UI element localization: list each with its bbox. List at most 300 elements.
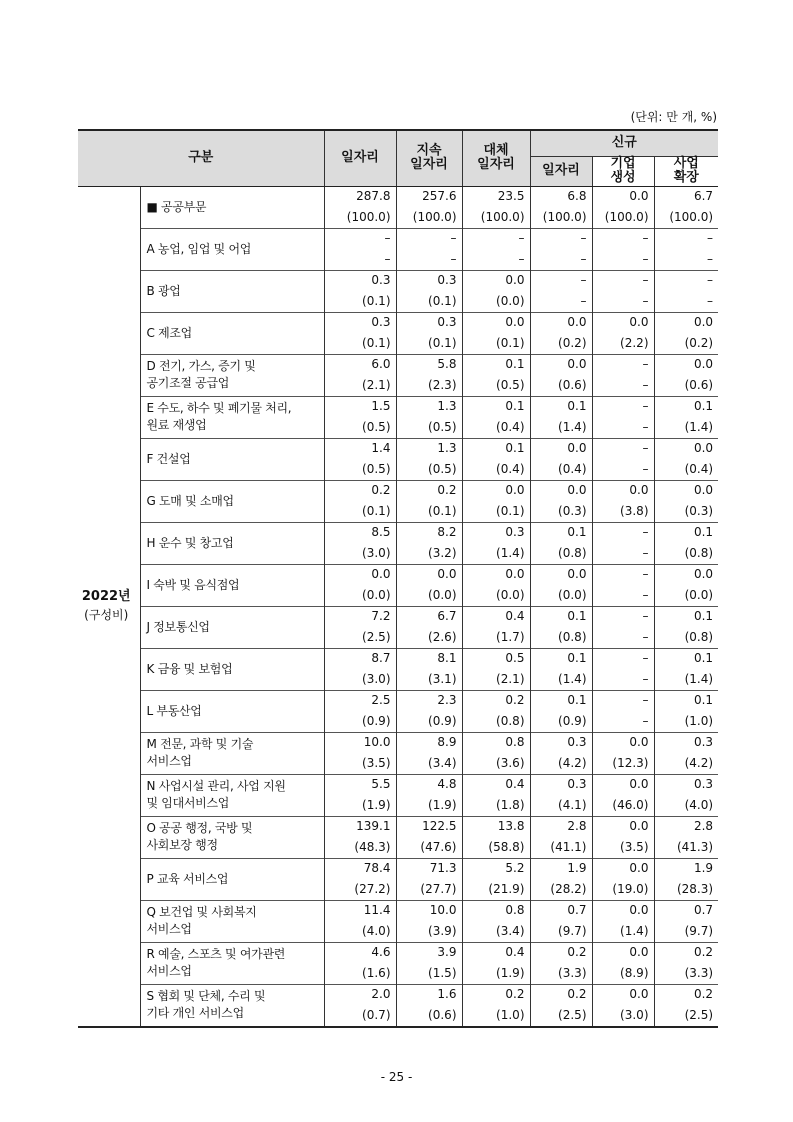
- header-business-expansion: [654, 156, 718, 186]
- value-cell: –: [592, 438, 654, 459]
- industry-name-line1: I 숙박 및 음식점업: [146, 577, 240, 592]
- share-cell: (2.5): [324, 627, 396, 648]
- value-cell: 0.2: [654, 984, 718, 1005]
- value-cell: 0.1: [462, 438, 530, 459]
- table-row: [78, 774, 718, 795]
- value-cell: 0.0: [654, 354, 718, 375]
- value-cell: 0.1: [462, 396, 530, 417]
- share-cell: –: [592, 669, 654, 690]
- value-cell: 0.0: [592, 858, 654, 879]
- table-row: [78, 522, 718, 543]
- value-cell: 0.0: [462, 564, 530, 585]
- value-cell: 0.1: [530, 648, 592, 669]
- header-continuing-line2: 일자리: [410, 157, 448, 173]
- value-cell: 0.0: [592, 816, 654, 837]
- value-cell: 0.3: [396, 270, 462, 291]
- share-cell: (1.9): [462, 963, 530, 984]
- value-cell: 0.0: [462, 480, 530, 501]
- share-cell: (0.4): [462, 417, 530, 438]
- share-cell: –: [592, 459, 654, 480]
- industry-name-line2: 공기조절 공급업: [146, 376, 230, 390]
- header-new-line1: 신규: [611, 135, 637, 151]
- share-cell: (0.8): [654, 543, 718, 564]
- share-cell: (3.0): [324, 669, 396, 690]
- industry-name-line1: R 예술, 스포츠 및 여가관련: [146, 947, 286, 961]
- value-cell: 0.1: [530, 522, 592, 543]
- value-cell: 0.1: [654, 648, 718, 669]
- industry-name: [140, 270, 324, 312]
- share-cell: (3.4): [462, 921, 530, 942]
- value-cell: 0.0: [654, 438, 718, 459]
- value-cell: 0.0: [462, 312, 530, 333]
- value-cell: 0.0: [592, 942, 654, 963]
- page-number: - 25 -: [380, 1070, 413, 1084]
- industry-name-line2: 서비스업: [146, 964, 192, 978]
- table-row: [78, 858, 718, 879]
- value-cell: 1.9: [530, 858, 592, 879]
- share-cell: (3.1): [396, 669, 462, 690]
- value-cell: 0.7: [654, 900, 718, 921]
- value-cell: 0.2: [462, 984, 530, 1005]
- share-cell: (0.3): [530, 501, 592, 522]
- share-cell: (3.9): [396, 921, 462, 942]
- share-cell: (28.2): [530, 879, 592, 900]
- industry-name-line1: P 교육 서비스업: [146, 871, 229, 886]
- value-cell: 0.3: [324, 270, 396, 291]
- share-cell: (3.4): [396, 753, 462, 774]
- value-cell: 0.0: [592, 774, 654, 795]
- year-label: 2022년: [81, 589, 131, 604]
- value-cell: 0.0: [530, 312, 592, 333]
- share-cell: (27.2): [324, 879, 396, 900]
- share-cell: (3.5): [324, 753, 396, 774]
- value-cell: 0.0: [530, 354, 592, 375]
- table-row: [78, 690, 718, 711]
- value-cell: 0.2: [530, 984, 592, 1005]
- share-cell: (0.1): [396, 333, 462, 354]
- share-cell: (46.0): [592, 795, 654, 816]
- share-cell: (0.5): [324, 417, 396, 438]
- industry-name-line1: O 공공 행정, 국방 및: [146, 821, 253, 835]
- share-cell: (0.0): [396, 585, 462, 606]
- share-cell: (28.3): [654, 879, 718, 900]
- value-cell: 287.8: [324, 186, 396, 207]
- industry-name: [140, 438, 324, 480]
- value-cell: –: [654, 228, 718, 249]
- value-cell: –: [530, 228, 592, 249]
- header-jobs: 일자리: [324, 130, 396, 186]
- header-continuing-line1: 지속: [416, 143, 442, 159]
- share-cell: (100.0): [324, 207, 396, 228]
- value-cell: 13.8: [462, 816, 530, 837]
- value-cell: –: [592, 690, 654, 711]
- share-cell: (1.4): [592, 921, 654, 942]
- share-cell: (0.5): [396, 459, 462, 480]
- share-cell: (0.6): [530, 375, 592, 396]
- value-cell: 0.0: [592, 732, 654, 753]
- value-cell: 10.0: [324, 732, 396, 753]
- share-cell: (0.1): [462, 501, 530, 522]
- share-cell: (9.7): [654, 921, 718, 942]
- value-cell: 4.8: [396, 774, 462, 795]
- value-cell: –: [324, 228, 396, 249]
- value-cell: 8.2: [396, 522, 462, 543]
- industry-name: [140, 480, 324, 522]
- value-cell: 1.3: [396, 438, 462, 459]
- value-cell: 0.8: [462, 900, 530, 921]
- industry-name-line2: 및 임대서비스업: [146, 796, 230, 810]
- share-cell: (100.0): [592, 207, 654, 228]
- share-cell: –: [324, 249, 396, 270]
- jobs-table: [78, 129, 718, 1028]
- share-cell: (3.5): [592, 837, 654, 858]
- industry-name-line2: 원료 재생업: [146, 418, 207, 432]
- table-row: [78, 564, 718, 585]
- value-cell: 6.7: [396, 606, 462, 627]
- header-new: [530, 156, 592, 186]
- share-cell: (2.6): [396, 627, 462, 648]
- share-cell: (2.2): [592, 333, 654, 354]
- share-cell: (0.0): [462, 291, 530, 312]
- share-cell: –: [462, 249, 530, 270]
- value-cell: 2.8: [530, 816, 592, 837]
- industry-name: [140, 648, 324, 690]
- table-row: [78, 186, 718, 207]
- table-row: [78, 228, 718, 249]
- industry-name: [140, 354, 324, 396]
- value-cell: 5.8: [396, 354, 462, 375]
- value-cell: 0.3: [324, 312, 396, 333]
- share-cell: (0.0): [530, 585, 592, 606]
- header-replacement: [462, 130, 530, 186]
- value-cell: 6.7: [654, 186, 718, 207]
- share-cell: (1.4): [530, 669, 592, 690]
- share-cell: –: [530, 291, 592, 312]
- share-cell: –: [592, 585, 654, 606]
- industry-name-line1: E 수도, 하수 및 폐기물 처리,: [146, 401, 292, 415]
- share-cell: (3.2): [396, 543, 462, 564]
- industry-name: [140, 522, 324, 564]
- value-cell: –: [592, 354, 654, 375]
- industry-name: [140, 732, 324, 774]
- share-cell: (1.4): [462, 543, 530, 564]
- value-cell: 8.5: [324, 522, 396, 543]
- value-cell: –: [530, 270, 592, 291]
- share-cell: (1.4): [654, 417, 718, 438]
- industry-name-line1: M 전문, 과학 및 기술: [146, 737, 254, 751]
- value-cell: 1.3: [396, 396, 462, 417]
- industry-name: [140, 690, 324, 732]
- industry-name-line1: L 부동산업: [146, 703, 202, 718]
- value-cell: 0.0: [530, 438, 592, 459]
- share-cell: (0.1): [396, 501, 462, 522]
- industry-name: [140, 774, 324, 816]
- share-cell: –: [592, 627, 654, 648]
- unit-label: (단위: 만 개, %): [630, 110, 717, 124]
- value-cell: 0.3: [396, 312, 462, 333]
- table-row: [78, 396, 718, 417]
- value-cell: 0.1: [462, 354, 530, 375]
- share-cell: (1.6): [324, 963, 396, 984]
- header-firm-creation-line1: 기업: [610, 156, 636, 171]
- industry-name: [140, 900, 324, 942]
- value-cell: 0.2: [324, 480, 396, 501]
- industry-name: [140, 396, 324, 438]
- header-replacement-line2: 일자리: [477, 157, 515, 173]
- value-cell: –: [396, 228, 462, 249]
- share-cell: (1.9): [324, 795, 396, 816]
- industry-name-line2: 서비스업: [146, 922, 192, 936]
- value-cell: –: [592, 606, 654, 627]
- value-cell: 0.2: [654, 942, 718, 963]
- value-cell: 78.4: [324, 858, 396, 879]
- share-cell: (2.1): [462, 669, 530, 690]
- value-cell: 122.5: [396, 816, 462, 837]
- value-cell: 0.2: [530, 942, 592, 963]
- value-cell: 0.0: [462, 270, 530, 291]
- value-cell: 0.3: [654, 774, 718, 795]
- value-cell: 0.3: [530, 732, 592, 753]
- share-cell: (0.2): [654, 333, 718, 354]
- value-cell: 0.0: [654, 480, 718, 501]
- share-cell: (19.0): [592, 879, 654, 900]
- value-cell: 0.0: [396, 564, 462, 585]
- share-cell: (4.2): [530, 753, 592, 774]
- share-cell: (2.3): [396, 375, 462, 396]
- value-cell: 71.3: [396, 858, 462, 879]
- share-cell: (100.0): [396, 207, 462, 228]
- header-firm-creation-line2: 생성: [610, 170, 636, 185]
- industry-name-line1: G 도매 및 소매업: [146, 493, 234, 508]
- table-row: [78, 816, 718, 837]
- share-cell: (8.9): [592, 963, 654, 984]
- share-cell: –: [592, 417, 654, 438]
- value-cell: 0.7: [530, 900, 592, 921]
- value-cell: –: [592, 564, 654, 585]
- industry-name-line1: K 금융 및 보험업: [146, 661, 233, 676]
- value-cell: 0.1: [654, 522, 718, 543]
- share-cell: –: [592, 375, 654, 396]
- share-cell: (12.3): [592, 753, 654, 774]
- industry-name-line1: C 제조업: [146, 325, 192, 340]
- value-cell: 8.1: [396, 648, 462, 669]
- industry-name: [140, 228, 324, 270]
- value-cell: 4.6: [324, 942, 396, 963]
- share-cell: (1.7): [462, 627, 530, 648]
- share-cell: (0.8): [462, 711, 530, 732]
- share-cell: (0.0): [324, 585, 396, 606]
- share-cell: (2.5): [530, 1005, 592, 1027]
- table-row: [78, 942, 718, 963]
- industry-name-line1: ■ 공공부문: [146, 199, 207, 214]
- industry-name: [140, 984, 324, 1027]
- share-cell: (0.0): [654, 585, 718, 606]
- share-cell: –: [592, 711, 654, 732]
- value-cell: 2.0: [324, 984, 396, 1005]
- header-category: 구분: [78, 130, 324, 186]
- value-cell: 7.2: [324, 606, 396, 627]
- share-cell: (1.0): [654, 711, 718, 732]
- share-cell: (41.1): [530, 837, 592, 858]
- value-cell: 0.0: [530, 564, 592, 585]
- share-cell: (0.9): [530, 711, 592, 732]
- share-cell: (4.2): [654, 753, 718, 774]
- industry-name-line1: J 정보통신업: [146, 619, 210, 634]
- share-cell: (48.3): [324, 837, 396, 858]
- value-cell: 0.1: [530, 606, 592, 627]
- value-cell: 257.6: [396, 186, 462, 207]
- share-cell: (2.5): [654, 1005, 718, 1027]
- value-cell: 2.8: [654, 816, 718, 837]
- year-cell: [78, 186, 140, 1027]
- value-cell: 139.1: [324, 816, 396, 837]
- share-cell: (0.4): [654, 459, 718, 480]
- industry-name: [140, 606, 324, 648]
- value-cell: 0.3: [462, 522, 530, 543]
- value-cell: 23.5: [462, 186, 530, 207]
- value-cell: 0.4: [462, 942, 530, 963]
- value-cell: 0.0: [592, 312, 654, 333]
- industry-name-line1: B 광업: [146, 283, 181, 298]
- header-business-expansion-line1: 사업: [673, 156, 699, 171]
- value-cell: 0.1: [530, 690, 592, 711]
- share-cell: (0.2): [530, 333, 592, 354]
- share-cell: –: [592, 291, 654, 312]
- value-cell: 0.0: [592, 900, 654, 921]
- industry-name-line1: D 전기, 가스, 증기 및: [146, 359, 256, 373]
- share-cell: (1.9): [396, 795, 462, 816]
- share-cell: (1.4): [530, 417, 592, 438]
- share-cell: (0.4): [462, 459, 530, 480]
- industry-name-line1: S 협회 및 단체, 수리 및: [146, 989, 266, 1003]
- industry-name-line2: 사회보장 행정: [146, 838, 218, 852]
- value-cell: 0.0: [654, 564, 718, 585]
- share-cell: (0.7): [324, 1005, 396, 1027]
- table-row: [78, 438, 718, 459]
- value-cell: 0.5: [462, 648, 530, 669]
- industry-name-line1: N 사업시설 관리, 사업 지원: [146, 779, 286, 793]
- share-cell: (0.3): [654, 501, 718, 522]
- share-cell: (0.8): [530, 543, 592, 564]
- header-new-group: [530, 130, 718, 156]
- table-row: [78, 732, 718, 753]
- share-cell: (3.3): [654, 963, 718, 984]
- value-cell: 0.2: [396, 480, 462, 501]
- share-cell: (0.6): [654, 375, 718, 396]
- share-cell: (0.5): [396, 417, 462, 438]
- share-cell: (100.0): [654, 207, 718, 228]
- share-cell: (0.1): [324, 501, 396, 522]
- share-cell: (0.9): [324, 711, 396, 732]
- share-cell: –: [396, 249, 462, 270]
- share-cell: (0.4): [530, 459, 592, 480]
- value-cell: –: [592, 228, 654, 249]
- share-cell: (3.0): [324, 543, 396, 564]
- share-cell: (0.1): [324, 333, 396, 354]
- share-cell: (47.6): [396, 837, 462, 858]
- industry-name-line1: H 운수 및 창고업: [146, 535, 234, 550]
- industry-name: [140, 858, 324, 900]
- value-cell: 0.3: [530, 774, 592, 795]
- industry-name-line2: 기타 개인 서비스업: [146, 1006, 244, 1020]
- value-cell: 1.9: [654, 858, 718, 879]
- value-cell: 5.2: [462, 858, 530, 879]
- value-cell: –: [654, 270, 718, 291]
- value-cell: 11.4: [324, 900, 396, 921]
- value-cell: 1.4: [324, 438, 396, 459]
- value-cell: 0.3: [654, 732, 718, 753]
- value-cell: 0.8: [462, 732, 530, 753]
- share-cell: (0.1): [396, 291, 462, 312]
- table-row: [78, 984, 718, 1005]
- share-cell: (0.0): [462, 585, 530, 606]
- table-row: [78, 270, 718, 291]
- value-cell: 10.0: [396, 900, 462, 921]
- value-cell: 0.0: [324, 564, 396, 585]
- value-cell: 1.6: [396, 984, 462, 1005]
- share-cell: (0.1): [324, 291, 396, 312]
- share-cell: –: [592, 543, 654, 564]
- share-cell: (0.8): [530, 627, 592, 648]
- share-cell: (3.3): [530, 963, 592, 984]
- share-cell: (21.9): [462, 879, 530, 900]
- value-cell: –: [592, 522, 654, 543]
- header-continuing: [396, 130, 462, 186]
- value-cell: 8.9: [396, 732, 462, 753]
- industry-name: [140, 564, 324, 606]
- value-cell: 0.1: [530, 396, 592, 417]
- industry-name: [140, 312, 324, 354]
- share-cell: (0.6): [396, 1005, 462, 1027]
- value-cell: 5.5: [324, 774, 396, 795]
- value-cell: –: [592, 648, 654, 669]
- industry-name-line1: Q 보건업 및 사회복지: [146, 905, 257, 919]
- share-cell: (9.7): [530, 921, 592, 942]
- table-row: [78, 648, 718, 669]
- share-cell: (0.8): [654, 627, 718, 648]
- share-cell: (1.5): [396, 963, 462, 984]
- value-cell: 6.8: [530, 186, 592, 207]
- year-sub-label: (구성비): [84, 608, 129, 622]
- header-new-line2: 일자리: [542, 163, 580, 178]
- table-row: [78, 606, 718, 627]
- value-cell: 0.0: [592, 480, 654, 501]
- share-cell: –: [654, 291, 718, 312]
- value-cell: 2.3: [396, 690, 462, 711]
- value-cell: 1.5: [324, 396, 396, 417]
- table-row: [78, 312, 718, 333]
- value-cell: –: [592, 270, 654, 291]
- value-cell: 0.4: [462, 606, 530, 627]
- value-cell: –: [592, 396, 654, 417]
- share-cell: (1.8): [462, 795, 530, 816]
- share-cell: (4.1): [530, 795, 592, 816]
- value-cell: 2.5: [324, 690, 396, 711]
- share-cell: –: [530, 249, 592, 270]
- industry-name: [140, 816, 324, 858]
- value-cell: 3.9: [396, 942, 462, 963]
- header-firm-creation: [592, 156, 654, 186]
- share-cell: (3.6): [462, 753, 530, 774]
- value-cell: 0.1: [654, 606, 718, 627]
- share-cell: (3.0): [592, 1005, 654, 1027]
- table-row: [78, 354, 718, 375]
- share-cell: (1.0): [462, 1005, 530, 1027]
- share-cell: (1.4): [654, 669, 718, 690]
- share-cell: (3.8): [592, 501, 654, 522]
- share-cell: (100.0): [530, 207, 592, 228]
- table-row: [78, 480, 718, 501]
